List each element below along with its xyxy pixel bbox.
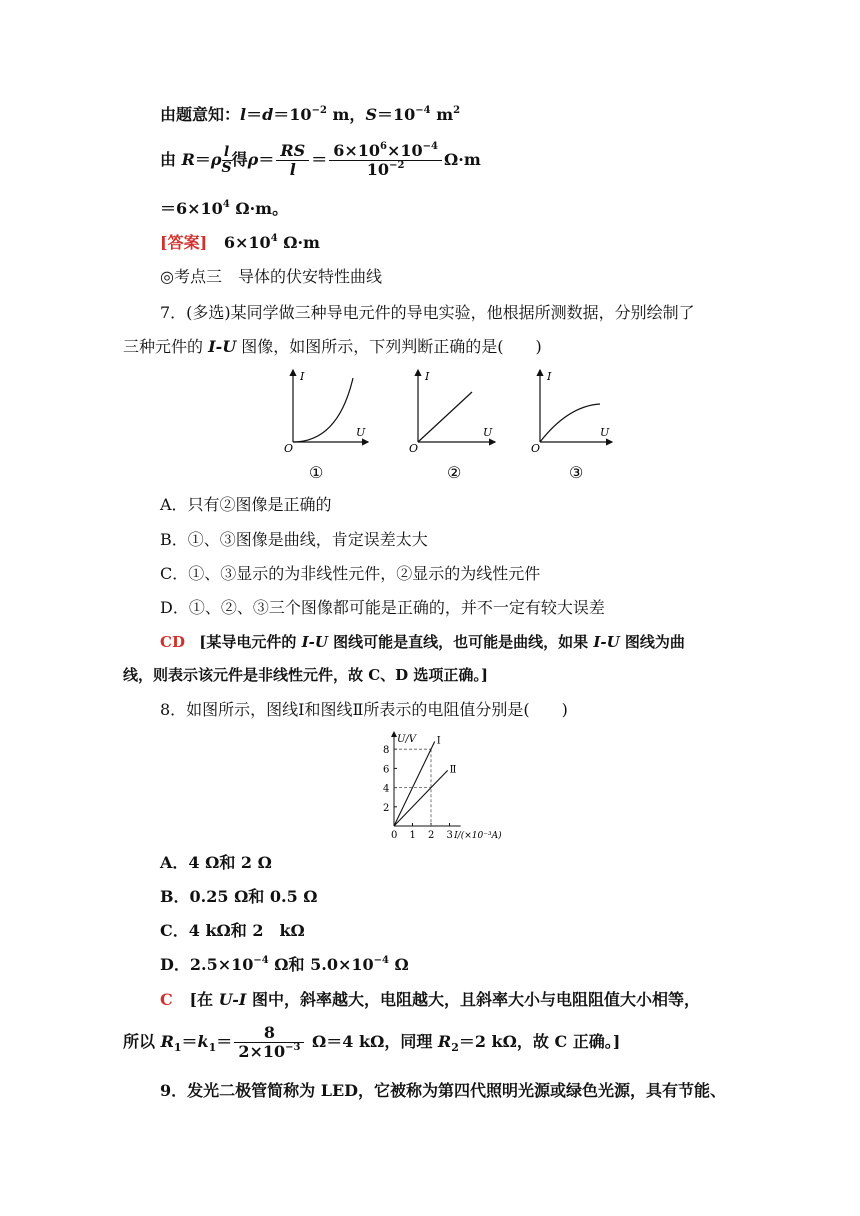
graph-2-y-label: I [425,370,430,383]
graph-3-y-label: I [547,370,552,383]
q8-series-label-1: Ⅰ [436,735,441,747]
q7-answer: CD [160,633,185,651]
l-over-s-fraction: $\frac{l}{S}$ [221,144,232,176]
q7-explanation-line2: 线，则表示该元件是非线性元件，故 C、D 选项正确。] [123,666,488,684]
q8-x-tick-label: 0 [391,830,398,841]
q8-stem: 8．如图所示，图线Ⅰ和图线Ⅱ所表示的电阻值分别是( ) [160,700,568,719]
graph-1 [284,370,368,482]
graph-2-origin: O [409,442,419,455]
q6-result-line: $=6\times 10^4$ Ω·m。 [160,199,289,218]
graph-2-x-label: U [483,426,493,439]
q8-series-line-2 [394,770,448,826]
r1-fraction: $\frac{8}{2\times 10^{-3}}$ [234,1024,304,1061]
graph-1-curve [293,378,353,442]
q8-y-axis-label: U/V [397,734,417,745]
graph-2 [409,370,495,482]
graph-2-label: ② [447,463,462,482]
q7-stem-line1: 7．(多选)某同学做三种导电元件的导电实验，他根据所测数据，分别绘制了 [160,303,695,322]
q8-option-d: D．$2.5\times 10^{-4}$ Ω和 $5.0\times 10^{-4}$ Ω [160,955,409,974]
graph-3-x-label: U [600,426,610,439]
q8-answer: C [160,990,173,1009]
q8-y-tick-label: 8 [383,745,390,757]
graph-1-origin: O [284,442,294,455]
q7-graphs [0,362,860,492]
q7-option-b: B．①、③图像是曲线，肯定误差太大 [160,530,428,549]
q9-stem: 9．发光二极管简称为 LED，它被称为第四代照明光源或绿色光源，具有节能、 [160,1081,727,1100]
q8-y-tick-label: 4 [383,783,390,795]
rs-over-l-fraction: $\frac{RS}{l}$ [276,142,309,179]
graph-1-y-label: I [300,370,305,383]
graph-1-label: ① [309,463,324,482]
q6-formula-line: 由 R＝ρ $\frac{l}{S}$ 得ρ＝ $\frac{RS}{l}$ ＝ $\frac{6\times 10^6\times 10^{-4}}{10^{-2}}$ Ω·m [160,141,481,179]
q8-option-a: A．4 Ω和 2 Ω [160,853,272,872]
section-title: ◎考点三 导体的伏安特性曲线 [160,267,382,286]
q8-y-tick-label: 6 [383,764,390,776]
graph-3-curve [540,404,600,442]
q8-y-tick-label: 2 [383,802,390,814]
q8-option-b: B．0.25 Ω和 0.5 Ω [160,887,318,906]
q8-chart [378,730,538,842]
q8-option-c: C．4 kΩ和 2 kΩ [160,921,305,940]
graph-1-x-label: U [356,426,366,439]
q8-series-label-2: Ⅱ [449,764,457,776]
q6-answer-line: [答案] $6\times 10^4$ Ω·m [160,233,320,252]
q8-x-tick-label: 3 [446,830,453,841]
graph-3-origin: O [531,442,541,455]
graph-3-label: ③ [569,463,584,482]
q7-option-c: C．①、③显示的为非线性元件，②显示的为线性元件 [160,564,541,583]
q7-option-a: A．只有②图像是正确的 [160,495,332,514]
q8-series-line-1 [394,742,435,826]
q8-x-axis-label: I/(×10⁻³A) [454,831,502,841]
q6-given-line: 由题意知：$l=d=10^{-2}$ m，$S=10^{-4}$ $m^2$ [160,105,461,124]
q8-x-tick-label: 2 [428,830,435,841]
answer-label: [答案] [160,233,208,252]
q8-explanation-line2: 所以 $R_1=k_1=$ $\frac{8}{2\times 10^{-3}}$ Ω＝4 kΩ，同理 $R_2=2$ kΩ，故 C 正确。] [123,1023,621,1061]
graph-3 [531,370,612,482]
numeric-fraction: $\frac{6\times 10^6\times 10^{-4}}{10^{-2}}$ [329,142,442,179]
q8-x-tick-label: 1 [409,830,416,841]
q8-explanation-line1: C [在 U-I 图中，斜率越大，电阻越大，且斜率大小与电阻阻值大小相等， [160,990,700,1009]
q7-stem-line2: 三种元件的 I-U 图像，如图所示，下列判断正确的是( ) [123,337,542,356]
q7-explanation-line1: CD [某导电元件的 I-U 图线可能是直线，也可能是曲线，如果 I-U 图线为曲 [160,633,685,651]
graph-2-line [418,392,472,442]
q7-option-d: D．①、②、③三个图像都可能是正确的，并不一定有较大误差 [160,598,605,617]
